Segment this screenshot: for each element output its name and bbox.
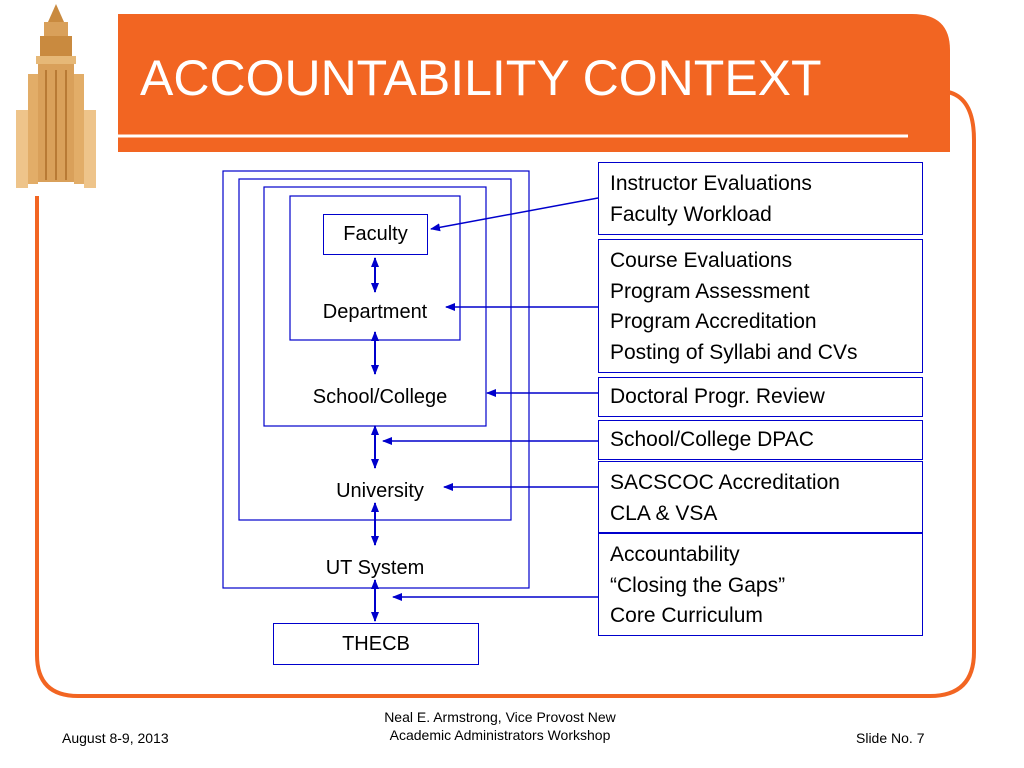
department-label: Department [322, 301, 428, 323]
measure-box-faculty [598, 162, 923, 235]
measure-line: Doctoral Progr. Review [610, 385, 825, 408]
measure-box-dpac [598, 420, 923, 460]
measure-line: Accountability [610, 543, 740, 566]
school-college-label: School/College [312, 386, 448, 408]
tower-logo-icon [4, 4, 116, 196]
measure-line: “Closing the Gaps” [610, 573, 786, 597]
footer-presenter-line: Neal E. Armstrong, Vice Provost New [384, 709, 616, 725]
instructor-eval-arrow [431, 198, 598, 229]
footer-date: August 8-9, 2013 [62, 730, 169, 746]
measure-line: Course Evaluations [610, 249, 793, 272]
measure-box-school [598, 377, 923, 417]
measure-box-department [598, 239, 923, 373]
ut-system-label: UT System [325, 557, 425, 579]
measure-box-university [598, 461, 923, 533]
footer-slide-number: Slide No. 7 [856, 730, 925, 746]
measure-line: School/College DPAC [610, 428, 814, 451]
footer-presenter-line: Academic Administrators Workshop [389, 727, 611, 743]
measure-line: Program Accreditation [610, 310, 817, 333]
measure-line: Faculty Workload [610, 202, 772, 226]
measure-line: Posting of Syllabi and CVs [610, 340, 858, 364]
footer-presenter [330, 708, 670, 744]
measure-line: CLA & VSA [610, 501, 718, 525]
measure-line: SACSCOC Accreditation [610, 471, 840, 494]
slide-title: ACCOUNTABILITY CONTEXT [140, 50, 822, 106]
measure-line: Instructor Evaluations [610, 172, 812, 195]
university-label: University [336, 480, 424, 502]
thecb-box: THECB [273, 623, 479, 665]
measure-box-system [598, 533, 923, 636]
faculty-box: Faculty [323, 214, 428, 255]
measure-line: Program Assessment [610, 279, 810, 303]
measure-line: Core Curriculum [610, 604, 763, 627]
